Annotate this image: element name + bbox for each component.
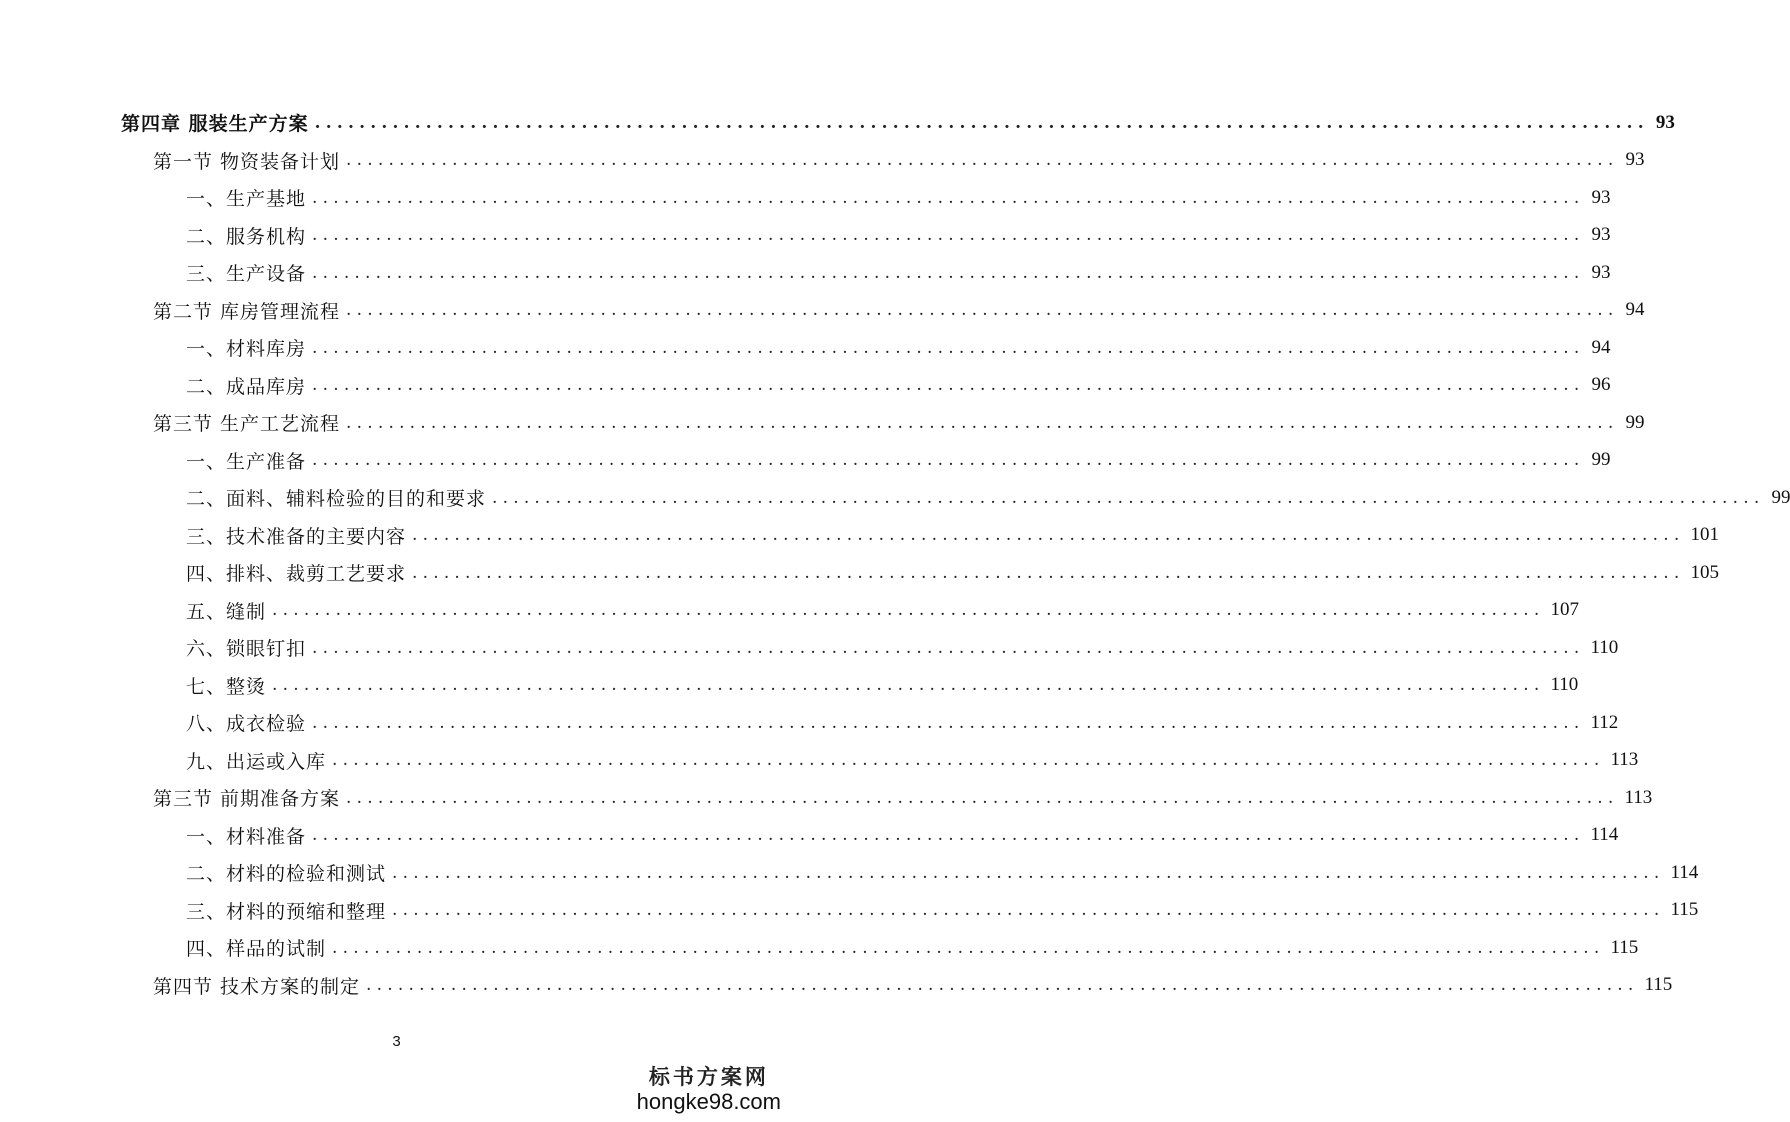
toc-entry-item[interactable] bbox=[0, 817, 1619, 855]
toc-entry-title: 九、出运或入库 bbox=[186, 750, 327, 773]
toc-dot-leader: ........................................................................................................................ bbox=[346, 412, 1619, 433]
toc-dot-leader: ........................................................................................................................ bbox=[312, 262, 1585, 283]
toc-entry-title: 六、锁眼钉扣 bbox=[186, 638, 307, 661]
toc-entry-item[interactable] bbox=[0, 329, 1611, 367]
toc-entry-page: 110 bbox=[1550, 674, 1579, 696]
toc-entry-page: 94 bbox=[1591, 336, 1611, 358]
toc-dot-leader: ........................................................................................................................ bbox=[366, 975, 1639, 996]
watermark-url: hongke98.com bbox=[636, 1089, 781, 1114]
toc-entry-page: 112 bbox=[1590, 711, 1619, 733]
toc-dot-leader: ........................................................................................................................ bbox=[412, 525, 1685, 546]
toc-entry-item[interactable] bbox=[0, 667, 1579, 705]
toc-dot-leader: ........................................................................................................................ bbox=[312, 825, 1585, 846]
toc-entry-item[interactable] bbox=[0, 704, 1619, 742]
toc-entry-title: 第三节 生产工艺流程 bbox=[153, 413, 341, 436]
toc-dot-leader: ........................................................................................................................ bbox=[272, 675, 1545, 696]
toc-entry-title: 三、生产设备 bbox=[186, 263, 307, 286]
toc-entry-page: 115 bbox=[1610, 936, 1639, 958]
toc-entry-page: 99 bbox=[1771, 486, 1790, 508]
toc-dot-leader: ........................................................................................................................ bbox=[312, 375, 1585, 396]
toc-dot-leader: ........................................................................................................................ bbox=[346, 300, 1619, 321]
toc-entry-title: 五、缝制 bbox=[186, 600, 267, 623]
toc-entry-title: 四、排料、裁剪工艺要求 bbox=[186, 563, 407, 586]
toc-entry-page: 96 bbox=[1591, 374, 1611, 396]
toc-entry-section[interactable] bbox=[0, 142, 1645, 180]
toc-entry-page: 93 bbox=[1591, 186, 1611, 208]
toc-entry-item[interactable] bbox=[0, 854, 1699, 892]
toc-entry-section[interactable] bbox=[0, 292, 1645, 330]
toc-entry-page: 93 bbox=[1655, 111, 1675, 133]
toc-entry-item[interactable] bbox=[0, 592, 1579, 630]
toc-entry-item[interactable] bbox=[0, 479, 1790, 517]
toc-dot-leader: ........................................................................................................................ bbox=[312, 450, 1585, 471]
toc-dot-leader: ........................................................................................................................ bbox=[312, 225, 1585, 246]
toc-entry-title: 三、材料的预缩和整理 bbox=[186, 900, 387, 923]
toc-entry-title: 一、生产基地 bbox=[186, 188, 307, 211]
toc-entry-item[interactable] bbox=[0, 254, 1611, 292]
toc-entry-title: 七、整烫 bbox=[186, 675, 267, 698]
toc-entry-item[interactable] bbox=[0, 517, 1719, 555]
table-of-contents bbox=[0, 104, 1790, 1004]
toc-entry-item[interactable] bbox=[0, 554, 1719, 592]
toc-entry-page: 114 bbox=[1590, 824, 1619, 846]
toc-entry-page: 94 bbox=[1625, 299, 1645, 321]
toc-entry-page: 115 bbox=[1670, 899, 1699, 921]
toc-entry-page: 115 bbox=[1644, 974, 1673, 996]
toc-dot-leader: ........................................................................................................................ bbox=[332, 750, 1605, 771]
toc-entry-item[interactable] bbox=[0, 629, 1619, 667]
toc-entry-title: 二、面料、辅料检验的目的和要求 bbox=[186, 488, 487, 511]
toc-entry-title: 一、材料准备 bbox=[186, 825, 307, 848]
toc-entry-page: 110 bbox=[1590, 636, 1619, 658]
toc-entry-section[interactable] bbox=[0, 967, 1673, 1005]
toc-entry-item[interactable] bbox=[0, 367, 1611, 405]
toc-entry-title: 第二节 库房管理流程 bbox=[153, 300, 341, 323]
toc-entry-page: 114 bbox=[1670, 861, 1699, 883]
toc-entry-page: 93 bbox=[1591, 261, 1611, 283]
toc-dot-leader: ........................................................................................................................ bbox=[272, 600, 1545, 621]
toc-entry-page: 113 bbox=[1610, 749, 1639, 771]
toc-entry-title: 三、技术准备的主要内容 bbox=[186, 525, 407, 548]
toc-entry-section[interactable] bbox=[0, 779, 1653, 817]
toc-entry-title: 一、生产准备 bbox=[186, 450, 307, 473]
toc-entry-title: 二、服务机构 bbox=[186, 225, 307, 248]
toc-dot-leader: ........................................................................................................................ bbox=[312, 637, 1585, 658]
toc-entry-item[interactable] bbox=[0, 742, 1639, 780]
watermark-name: 标书方案网 bbox=[648, 1064, 769, 1089]
toc-dot-leader: ........................................................................................................................ bbox=[392, 862, 1665, 883]
toc-entry-page: 93 bbox=[1625, 149, 1645, 171]
toc-entry-title: 二、成品库房 bbox=[186, 375, 307, 398]
toc-entry-title: 第四节 技术方案的制定 bbox=[153, 975, 361, 998]
toc-entry-page: 93 bbox=[1591, 224, 1611, 246]
toc-entry-page: 99 bbox=[1625, 411, 1645, 433]
toc-entry-item[interactable] bbox=[0, 217, 1611, 255]
toc-dot-leader: ........................................................................................................................ bbox=[314, 112, 1649, 133]
toc-entry-item[interactable] bbox=[0, 892, 1699, 930]
toc-entry-title: 第一节 物资装备计划 bbox=[153, 150, 341, 173]
toc-dot-leader: ........................................................................................................................ bbox=[312, 187, 1585, 208]
toc-entry-section[interactable] bbox=[0, 404, 1645, 442]
toc-entry-title: 八、成衣检验 bbox=[186, 713, 307, 736]
toc-entry-page: 107 bbox=[1550, 599, 1579, 621]
page-number: 3 bbox=[392, 1033, 401, 1050]
toc-entry-page: 105 bbox=[1690, 561, 1719, 583]
toc-entry-title: 四、样品的试制 bbox=[186, 938, 327, 961]
toc-dot-leader: ........................................................................................................................ bbox=[346, 150, 1619, 171]
toc-entry-item[interactable] bbox=[0, 179, 1611, 217]
toc-dot-leader: ........................................................................................................................ bbox=[312, 337, 1585, 358]
toc-dot-leader: ........................................................................................................................ bbox=[346, 787, 1619, 808]
toc-entry-item[interactable] bbox=[0, 929, 1639, 967]
toc-entry-item[interactable] bbox=[0, 442, 1611, 480]
toc-entry-title: 二、材料的检验和测试 bbox=[186, 863, 387, 886]
toc-entry-title: 第三节 前期准备方案 bbox=[153, 788, 341, 811]
toc-dot-leader: ........................................................................................................................ bbox=[392, 900, 1665, 921]
toc-entry-page: 101 bbox=[1690, 524, 1719, 546]
watermark bbox=[637, 1064, 781, 1114]
toc-entry-page: 113 bbox=[1624, 786, 1653, 808]
toc-dot-leader: ........................................................................................................................ bbox=[412, 562, 1685, 583]
toc-entry-title: 一、材料库房 bbox=[186, 338, 307, 361]
toc-dot-leader: ........................................................................................................................ bbox=[492, 487, 1765, 508]
toc-dot-leader: ........................................................................................................................ bbox=[312, 712, 1585, 733]
toc-entry-title: 第四章 服装生产方案 bbox=[121, 113, 309, 136]
toc-entry-page: 99 bbox=[1591, 449, 1611, 471]
toc-entry-chapter[interactable] bbox=[0, 104, 1675, 142]
toc-dot-leader: ........................................................................................................................ bbox=[332, 937, 1605, 958]
